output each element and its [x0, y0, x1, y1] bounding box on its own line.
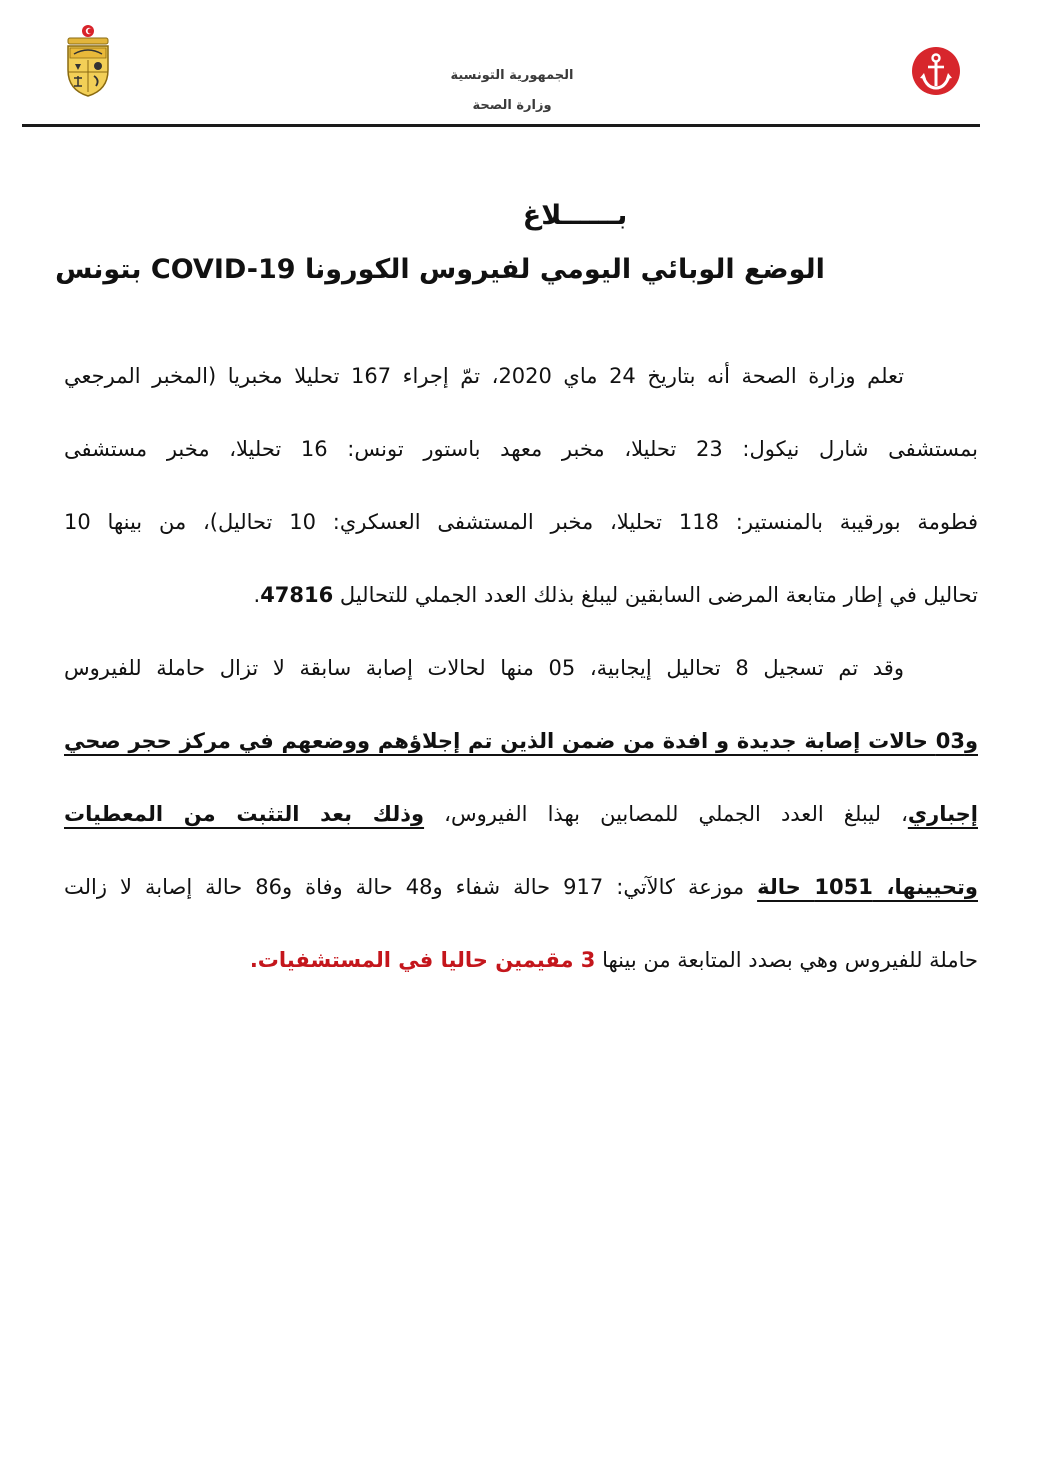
- total-tests-count: 47816: [260, 583, 334, 607]
- total-cases-count: 1051 حالة: [757, 875, 873, 899]
- update-note: وتحيينها،: [872, 875, 978, 899]
- body-line-4-text: تحاليل في إطار متابعة المرضى السابقين ليبلغ بذلك العدد الجملي للتحاليل: [333, 583, 978, 607]
- tunisia-coat-of-arms-icon: [62, 24, 114, 98]
- body-line-7: [64, 790, 978, 838]
- body-line-4-end: .: [253, 583, 261, 607]
- body-line-3: فطومة بورقيبة بالمنستير: 118 تحليلا، مخبر المستشفى العسكري: 10 تحاليل)، من بينها 10: [64, 510, 978, 534]
- mandatory-quarantine-text: إجباري: [907, 802, 978, 826]
- body-line-6: و03 حالات إصابة جديدة و افدة من ضمن الذين تم إجلاؤهم ووضعهم في مركز حجر صحي: [64, 729, 978, 753]
- header-divider: [22, 124, 980, 127]
- body-line-8-text: موزعة كالآتي: 917 حالة شفاء و48 حالة وفاة و86 حالة إصابة لا زالت: [64, 875, 758, 899]
- verification-note: وذلك بعد التثبت من المعطيات: [64, 802, 425, 826]
- hospitalized-count: 3 مقيمين حاليا في المستشفيات.: [249, 948, 596, 972]
- body-line-9: [64, 936, 978, 984]
- title-block: [55, 196, 980, 292]
- communique-body: [64, 352, 978, 1009]
- body-line-8: [64, 863, 978, 911]
- body-line-9-text: حاملة للفيروس وهي بصدد المتابعة من بينها: [595, 948, 978, 972]
- body-line-4: [64, 571, 978, 619]
- body-line-5: وقد تم تسجيل 8 تحاليل إيجابية، 05 منها لحالات إصابة سابقة لا تزال حاملة للفيروس: [64, 656, 904, 680]
- ministry-of-health-anchor-icon: [907, 42, 965, 100]
- body-line-7-text: ، ليبلغ العدد الجملي للمصابين بهذا الفيروس،: [424, 802, 908, 826]
- ministry-name: وزارة الصحة: [472, 98, 552, 113]
- header-institution: [392, 66, 592, 116]
- body-line-1: تعلم وزارة الصحة أنه بتاريخ 24 ماي 2020، تمّ إجراء 167 تحليلا مخبريا (المخبر المرجعي: [64, 364, 904, 388]
- letterhead: [22, 20, 980, 126]
- republic-name: الجمهورية التونسية: [450, 68, 574, 83]
- announcement-heading: بــــــلاغ: [522, 200, 628, 231]
- body-line-2: بمستشفى شارل نيكول: 23 تحليلا، مخبر معهد باستور تونس: 16 تحليلا، مخبر مستشفى: [64, 437, 978, 461]
- page-title: الوضع الوبائي اليومي لفيروس الكورونا COVID-19 بتونس: [55, 254, 825, 285]
